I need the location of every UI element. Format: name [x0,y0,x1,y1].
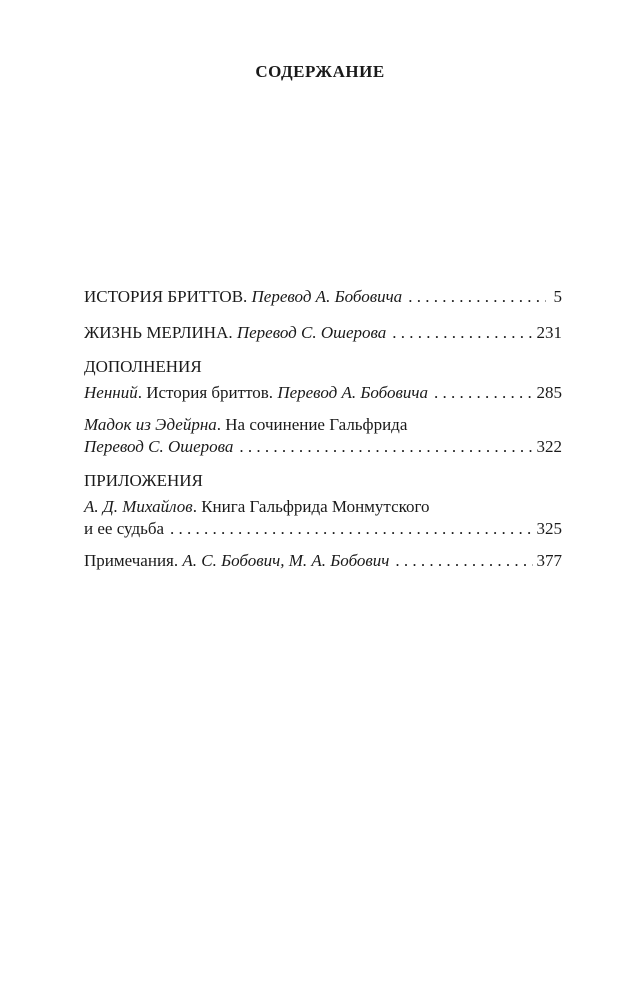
page-number: 231 [536,323,562,342]
section-title-appendices: ПРИЛОЖЕНИЯ [84,471,203,490]
entry-main-text: Примечания. [84,551,179,570]
page-number: 322 [536,437,562,456]
dot-leader [170,518,532,540]
entry-translator: Перевод А. Бобовича [277,383,428,402]
dot-leader [395,550,532,572]
entry-translator: Перевод А. Бобовича [251,287,403,306]
toc-entry-title [84,382,428,404]
toc-entry-title [84,550,389,572]
entry-author: Мадок из Эдейрна [84,415,217,434]
entry-title-continuation: и ее судьба [84,519,165,538]
toc-entry-title [84,496,430,518]
entry-main-text: ЖИЗНЬ МЕРЛИНА. [84,323,233,342]
entry-author: А. Д. Михайлов [84,497,193,516]
entry-translator: Перевод С. Ошерова [84,437,234,456]
page-number: 377 [536,551,562,570]
toc-entry-nennius[interactable] [84,382,562,404]
toc-entry-history-of-britons[interactable] [84,286,562,308]
entry-author: Ненний [84,383,138,402]
toc-entry-mikhailov[interactable] [84,496,562,540]
entry-main-text: . Книга Гальфрида Монмутского [192,497,430,516]
page-title: СОДЕРЖАНИЕ [255,62,385,81]
section-title-supplements: ДОПОЛНЕНИЯ [84,357,202,376]
toc-entry-title [84,322,386,344]
entry-main-text: . История бриттов. [137,383,274,402]
dot-leader [392,322,532,344]
page-number: 285 [536,383,562,402]
toc-entry-madoc[interactable] [84,414,562,458]
entry-authors: А. С. Бобович, М. А. Бобович [182,551,390,570]
page-number: 5 [553,287,562,306]
entry-main-text: ИСТОРИЯ БРИТТОВ. [84,287,248,306]
dot-leader [408,286,546,308]
entry-translator: Перевод С. Ошерова [236,323,387,342]
toc-entry-life-of-merlin[interactable] [84,322,562,344]
toc-entry-title [84,286,402,308]
dot-leader [434,382,533,404]
dot-leader [239,436,532,458]
page-number: 325 [536,519,562,538]
toc-entry-title [84,414,407,436]
toc-entry-notes[interactable] [84,550,562,572]
entry-main-text: . На сочинение Гальфрида [216,415,408,434]
